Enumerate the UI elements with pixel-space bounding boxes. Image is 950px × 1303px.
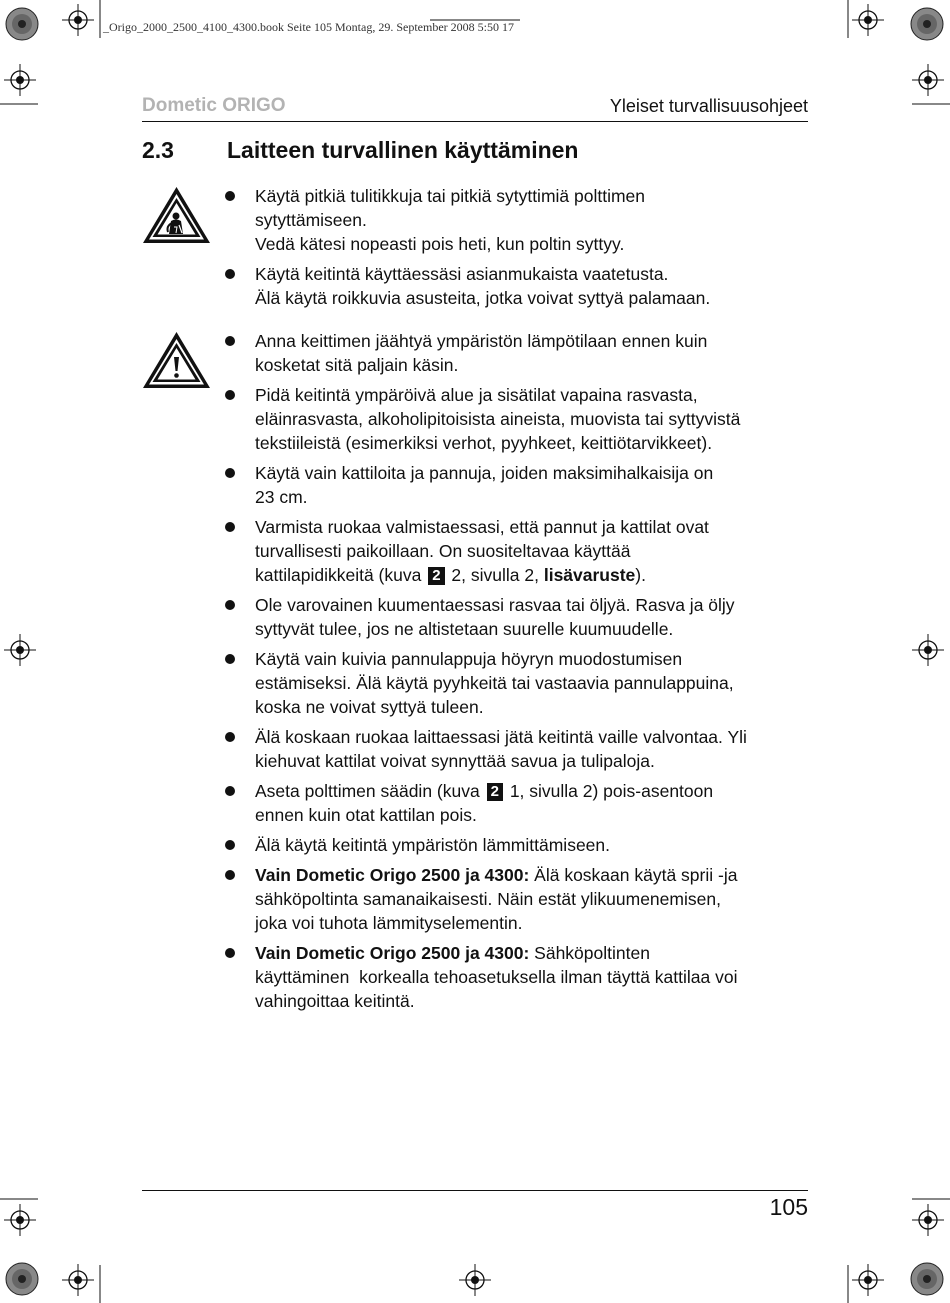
bullet bbox=[225, 840, 235, 850]
running-header-section: Yleiset turvallisuusohjeet bbox=[609, 96, 808, 116]
figure-reference-line: kattilapidikkeitä (kuva 2 2, sivulla 2, lisävaruste). bbox=[255, 565, 646, 585]
fire-hazard-warning-icon bbox=[141, 185, 212, 245]
safety-list-general bbox=[224, 329, 810, 1019]
page-number: 105 bbox=[769, 1194, 808, 1220]
bullet bbox=[225, 336, 235, 346]
bullet bbox=[225, 870, 235, 880]
print-slug-line: _Origo_2000_2500_4100_4300.book Seite 105 Montag, 29. September 2008 5:50 17 bbox=[103, 20, 514, 34]
bullet bbox=[225, 600, 235, 610]
list-item: Pidä keitintä ympäröivä alue ja sisätilat vapaina rasvasta, eläinrasvasta, alkoholipitoisista aineista, muovista tai syttyvistä tekstiileistä (esimerkiksi verhot, pyyhkeet, keittiötarvikkeet). bbox=[224, 383, 810, 455]
list-item: Älä koskaan ruokaa laittaessasi jätä keitintä vaille valvontaa. Yli kiehuvat kattilat voivat synnyttää savua ja tulipaloja. bbox=[224, 725, 810, 773]
list-item: Älä käytä keitintä ympäristön lämmittämiseen. bbox=[224, 833, 810, 857]
bullet bbox=[225, 522, 235, 532]
figure-number-badge: 2 bbox=[487, 783, 503, 801]
bullet bbox=[225, 654, 235, 664]
section-number: 2.3 bbox=[142, 137, 174, 163]
running-header-brand: Dometic ORIGO bbox=[142, 95, 286, 116]
header-rule bbox=[142, 121, 808, 122]
footer-rule bbox=[142, 1190, 808, 1191]
safety-list-fire bbox=[224, 184, 810, 316]
bullet bbox=[225, 948, 235, 958]
list-item: Käytä vain kattiloita ja pannuja, joiden maksimihalkaisija on 23 cm. bbox=[224, 461, 810, 509]
list-item: Käytä vain kuivia pannulappuja höyryn muodostumisen estämiseksi. Älä käytä pyyhkeitä tai vastaavia pannulappuina, koska ne voivat syttyä tuleen. bbox=[224, 647, 810, 719]
figure-reference-line: Aseta polttimen säädin (kuva 2 1, sivulla 2) pois-asentoon bbox=[255, 781, 714, 801]
section-title: Laitteen turvallinen käyttäminen bbox=[227, 137, 579, 163]
list-item: Käytä pitkiä tulitikkuja tai pitkiä sytyttimiä polttimen sytyttämiseen. Vedä kätesi nopeasti pois heti, kun poltin syttyy. bbox=[224, 184, 810, 256]
bullet bbox=[225, 468, 235, 478]
bullet bbox=[225, 191, 235, 201]
bullet bbox=[225, 786, 235, 796]
list-item: Käytä keitintä käyttäessäsi asianmukaista vaatetusta. Älä käytä roikkuvia asusteita, jotka voivat syttyä palamaan. bbox=[224, 262, 810, 310]
list-item: Anna keittimen jäähtyä ympäristön lämpötilaan ennen kuin kosketat sitä paljain käsin. bbox=[224, 329, 810, 377]
general-warning-icon bbox=[141, 330, 212, 390]
bullet bbox=[225, 269, 235, 279]
figure-number-badge: 2 bbox=[428, 567, 444, 585]
bullet bbox=[225, 732, 235, 742]
list-item: Varmista ruokaa valmistaessasi, että pannut ja kattilat ovat turvallisesti paikoillaan. On suositeltavaa käyttää kattilapidikkeitä (kuva 2 2, sivulla 2, lisävaruste). bbox=[224, 515, 810, 587]
list-item: Aseta polttimen säädin (kuva 2 1, sivulla 2) pois-asentoon ennen kuin otat kattilan pois. bbox=[224, 779, 810, 827]
list-item: Vain Dometic Origo 2500 ja 4300: Älä koskaan käytä sprii -ja sähköpoltinta samanaikaisesti. Näin estät ylikuumenemisen, joka voi tuhota lämmityselementin. bbox=[224, 863, 810, 935]
model-note: Vain Dometic Origo 2500 ja 4300: bbox=[255, 943, 530, 963]
list-item: Vain Dometic Origo 2500 ja 4300: Sähköpoltinten käyttäminen korkealla tehoasetuksella ilman täyttä kattilaa voi vahingoittaa keitintä. bbox=[224, 941, 810, 1013]
accessory-term: lisävaruste bbox=[543, 565, 636, 585]
model-note: Vain Dometic Origo 2500 ja 4300: bbox=[255, 865, 530, 885]
bullet bbox=[225, 390, 235, 400]
list-item: Ole varovainen kuumentaessasi rasvaa tai öljyä. Rasva ja öljy syttyvät tulee, jos ne altistetaan suurelle kuumuudelle. bbox=[224, 593, 810, 641]
